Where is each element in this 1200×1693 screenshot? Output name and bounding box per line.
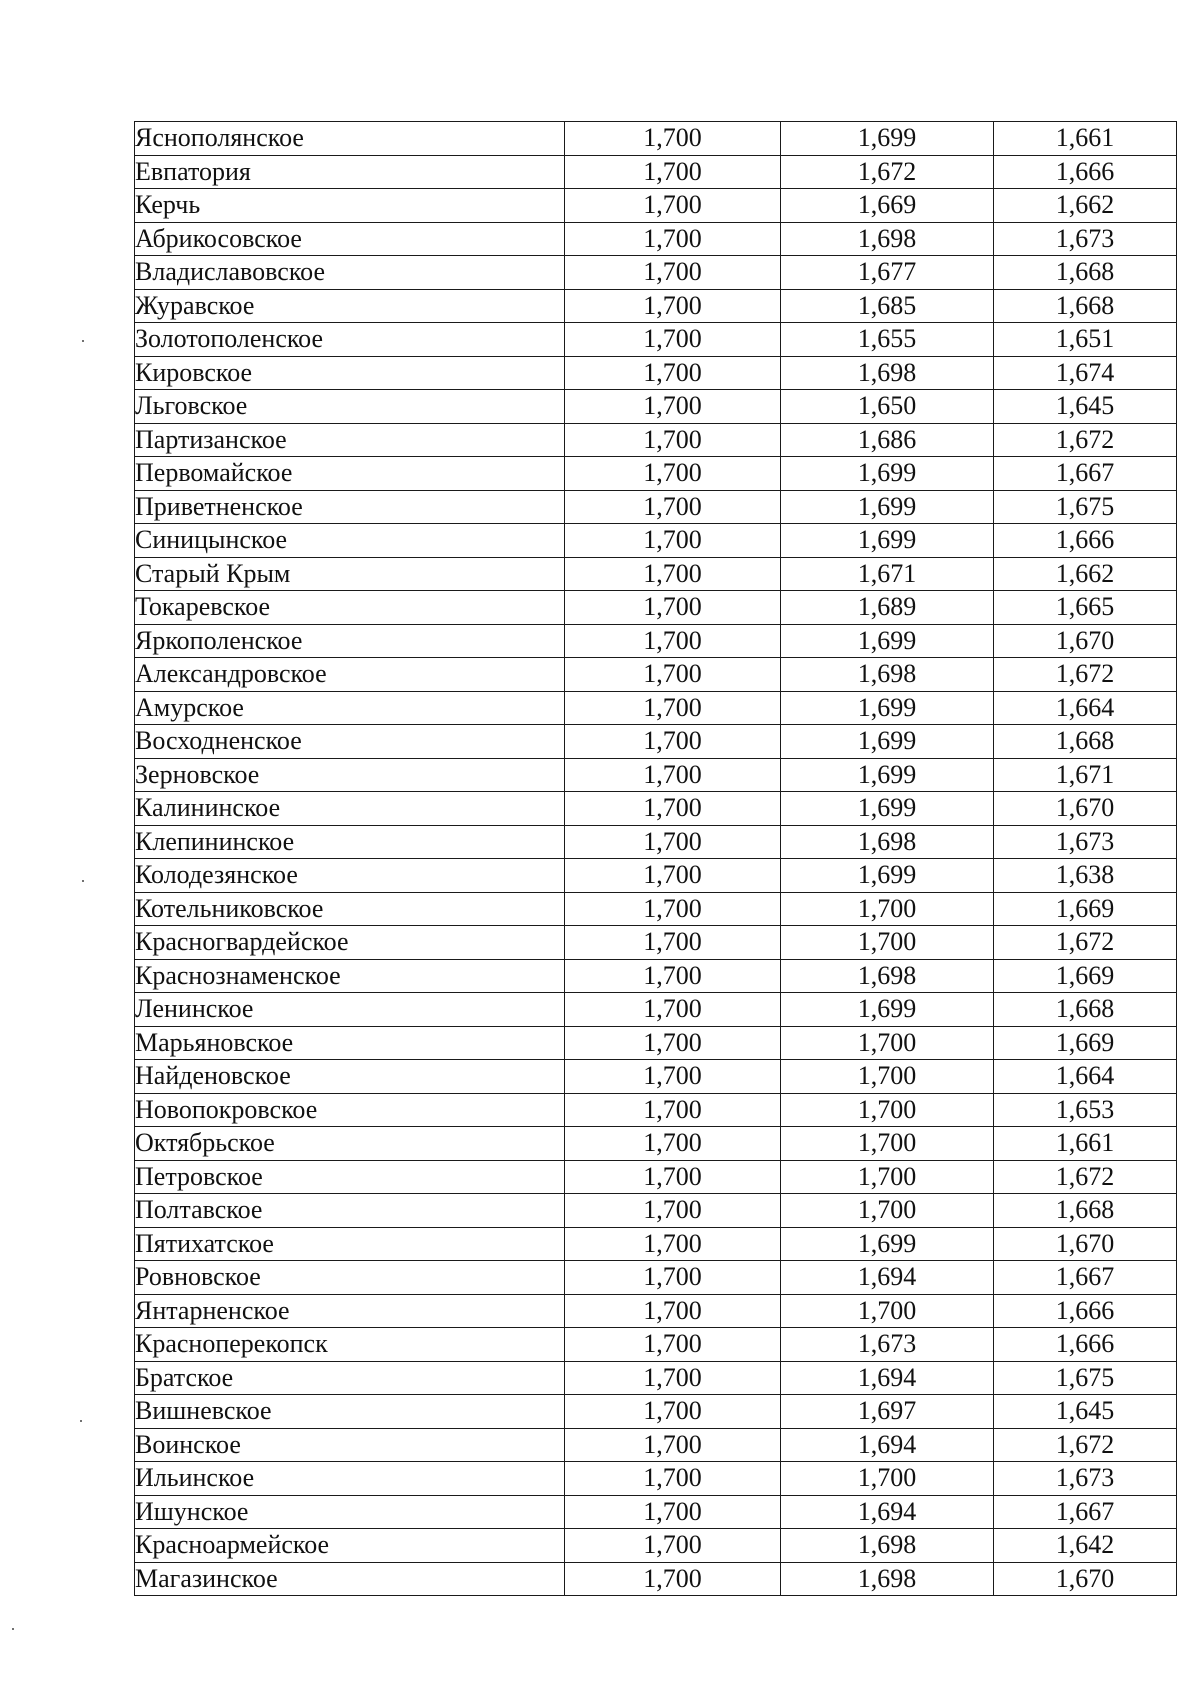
value-col-2-cell: 1,697 [781, 1395, 994, 1429]
value-col-1-cell: 1,700 [565, 490, 781, 524]
settlement-name-cell: Янтарненское [135, 1294, 565, 1328]
value-col-1-cell: 1,700 [565, 457, 781, 491]
value-col-3-cell: 1,673 [994, 222, 1177, 256]
value-col-1-cell: 1,700 [565, 1328, 781, 1362]
value-col-2-cell: 1,699 [781, 624, 994, 658]
value-col-3-cell: 1,666 [994, 1328, 1177, 1362]
value-col-3-cell: 1,653 [994, 1093, 1177, 1127]
table-row [135, 557, 1177, 591]
value-col-1-cell: 1,700 [565, 959, 781, 993]
value-col-3-cell: 1,668 [994, 993, 1177, 1027]
settlement-name-cell: Ровновское [135, 1261, 565, 1295]
settlement-name-cell: Калининское [135, 792, 565, 826]
data-table [134, 121, 1177, 1596]
value-col-3-cell: 1,651 [994, 323, 1177, 357]
table-row [135, 256, 1177, 290]
value-col-2-cell: 1,699 [781, 122, 994, 156]
settlement-name-cell: Золотополенское [135, 323, 565, 357]
value-col-3-cell: 1,674 [994, 356, 1177, 390]
table-row [135, 1194, 1177, 1228]
value-col-2-cell: 1,700 [781, 1093, 994, 1127]
value-col-1-cell: 1,700 [565, 189, 781, 223]
value-col-2-cell: 1,700 [781, 926, 994, 960]
settlement-name-cell: Александровское [135, 658, 565, 692]
value-col-3-cell: 1,669 [994, 1026, 1177, 1060]
settlement-name-cell: Братское [135, 1361, 565, 1395]
table-row [135, 1495, 1177, 1529]
value-col-1-cell: 1,700 [565, 1194, 781, 1228]
settlement-name-cell: Магазинское [135, 1562, 565, 1596]
value-col-2-cell: 1,694 [781, 1428, 994, 1462]
value-col-2-cell: 1,700 [781, 892, 994, 926]
table-row [135, 859, 1177, 893]
value-col-1-cell: 1,700 [565, 557, 781, 591]
table-row [135, 825, 1177, 859]
table-row [135, 1395, 1177, 1429]
settlement-name-cell: Краснознаменское [135, 959, 565, 993]
value-col-1-cell: 1,700 [565, 356, 781, 390]
value-col-3-cell: 1,638 [994, 859, 1177, 893]
table-row [135, 1562, 1177, 1596]
table-row [135, 289, 1177, 323]
value-col-3-cell: 1,675 [994, 1361, 1177, 1395]
value-col-2-cell: 1,700 [781, 1294, 994, 1328]
value-col-1-cell: 1,700 [565, 222, 781, 256]
table-row [135, 1026, 1177, 1060]
value-col-3-cell: 1,672 [994, 1160, 1177, 1194]
table-row [135, 591, 1177, 625]
value-col-2-cell: 1,700 [781, 1026, 994, 1060]
value-col-3-cell: 1,661 [994, 1127, 1177, 1161]
scan-speck [82, 340, 84, 342]
table-row [135, 691, 1177, 725]
value-col-1-cell: 1,700 [565, 691, 781, 725]
scan-speck [82, 880, 84, 882]
value-col-3-cell: 1,642 [994, 1529, 1177, 1563]
value-col-3-cell: 1,668 [994, 725, 1177, 759]
value-col-1-cell: 1,700 [565, 1361, 781, 1395]
table-row [135, 155, 1177, 189]
value-col-3-cell: 1,667 [994, 1261, 1177, 1295]
value-col-1-cell: 1,700 [565, 1495, 781, 1529]
value-col-1-cell: 1,700 [565, 1127, 781, 1161]
value-col-2-cell: 1,698 [781, 1529, 994, 1563]
table-row [135, 658, 1177, 692]
value-col-1-cell: 1,700 [565, 1026, 781, 1060]
table-row [135, 423, 1177, 457]
value-col-1-cell: 1,700 [565, 591, 781, 625]
table-row [135, 1328, 1177, 1362]
value-col-3-cell: 1,662 [994, 189, 1177, 223]
value-col-1-cell: 1,700 [565, 859, 781, 893]
table-row [135, 792, 1177, 826]
table-row [135, 1093, 1177, 1127]
table-row [135, 122, 1177, 156]
settlement-name-cell: Колодезянское [135, 859, 565, 893]
settlement-name-cell: Марьяновское [135, 1026, 565, 1060]
table-body [135, 122, 1177, 1596]
value-col-2-cell: 1,698 [781, 356, 994, 390]
settlement-name-cell: Котельниковское [135, 892, 565, 926]
settlement-name-cell: Яснополянское [135, 122, 565, 156]
value-col-3-cell: 1,645 [994, 1395, 1177, 1429]
value-col-3-cell: 1,672 [994, 658, 1177, 692]
value-col-3-cell: 1,672 [994, 423, 1177, 457]
value-col-1-cell: 1,700 [565, 524, 781, 558]
settlement-name-cell: Пятихатское [135, 1227, 565, 1261]
value-col-1-cell: 1,700 [565, 323, 781, 357]
table-row [135, 189, 1177, 223]
value-col-3-cell: 1,670 [994, 624, 1177, 658]
value-col-2-cell: 1,673 [781, 1328, 994, 1362]
value-col-3-cell: 1,665 [994, 591, 1177, 625]
value-col-3-cell: 1,667 [994, 457, 1177, 491]
settlement-name-cell: Старый Крым [135, 557, 565, 591]
settlement-name-cell: Воинское [135, 1428, 565, 1462]
table-row [135, 725, 1177, 759]
value-col-3-cell: 1,670 [994, 1562, 1177, 1596]
table-row [135, 390, 1177, 424]
value-col-3-cell: 1,673 [994, 1462, 1177, 1496]
settlement-name-cell: Найденовское [135, 1060, 565, 1094]
settlement-name-cell: Октябрьское [135, 1127, 565, 1161]
value-col-1-cell: 1,700 [565, 1093, 781, 1127]
value-col-3-cell: 1,661 [994, 122, 1177, 156]
value-col-1-cell: 1,700 [565, 423, 781, 457]
value-col-2-cell: 1,699 [781, 758, 994, 792]
table-row [135, 1261, 1177, 1295]
settlement-name-cell: Клепининское [135, 825, 565, 859]
settlement-name-cell: Партизанское [135, 423, 565, 457]
table-row [135, 758, 1177, 792]
value-col-2-cell: 1,698 [781, 825, 994, 859]
settlement-name-cell: Вишневское [135, 1395, 565, 1429]
value-col-3-cell: 1,671 [994, 758, 1177, 792]
value-col-2-cell: 1,650 [781, 390, 994, 424]
table-row [135, 1060, 1177, 1094]
value-col-1-cell: 1,700 [565, 1261, 781, 1295]
settlement-name-cell: Амурское [135, 691, 565, 725]
value-col-2-cell: 1,694 [781, 1361, 994, 1395]
value-col-1-cell: 1,700 [565, 1562, 781, 1596]
value-col-3-cell: 1,672 [994, 926, 1177, 960]
value-col-2-cell: 1,694 [781, 1495, 994, 1529]
table-row [135, 624, 1177, 658]
value-col-2-cell: 1,686 [781, 423, 994, 457]
scan-speck [80, 1420, 82, 1422]
value-col-2-cell: 1,699 [781, 859, 994, 893]
settlement-name-cell: Зерновское [135, 758, 565, 792]
value-col-1-cell: 1,700 [565, 289, 781, 323]
value-col-1-cell: 1,700 [565, 758, 781, 792]
value-col-3-cell: 1,669 [994, 892, 1177, 926]
settlement-name-cell: Синицынское [135, 524, 565, 558]
table-row [135, 356, 1177, 390]
table-row [135, 1294, 1177, 1328]
table-row [135, 1160, 1177, 1194]
value-col-1-cell: 1,700 [565, 1160, 781, 1194]
value-col-2-cell: 1,699 [781, 524, 994, 558]
scan-speck [12, 1628, 14, 1630]
value-col-2-cell: 1,699 [781, 490, 994, 524]
settlement-name-cell: Льговское [135, 390, 565, 424]
table-row [135, 1227, 1177, 1261]
value-col-3-cell: 1,645 [994, 390, 1177, 424]
value-col-2-cell: 1,698 [781, 1562, 994, 1596]
table-row [135, 1529, 1177, 1563]
value-col-2-cell: 1,698 [781, 959, 994, 993]
value-col-1-cell: 1,700 [565, 122, 781, 156]
value-col-2-cell: 1,699 [781, 1227, 994, 1261]
settlement-name-cell: Новопокровское [135, 1093, 565, 1127]
settlement-name-cell: Яркополенское [135, 624, 565, 658]
value-col-2-cell: 1,694 [781, 1261, 994, 1295]
value-col-3-cell: 1,670 [994, 1227, 1177, 1261]
value-col-2-cell: 1,698 [781, 658, 994, 692]
settlement-name-cell: Первомайское [135, 457, 565, 491]
value-col-1-cell: 1,700 [565, 1529, 781, 1563]
settlement-name-cell: Ишунское [135, 1495, 565, 1529]
settlement-name-cell: Ленинское [135, 993, 565, 1027]
value-col-3-cell: 1,673 [994, 825, 1177, 859]
value-col-1-cell: 1,700 [565, 792, 781, 826]
value-col-1-cell: 1,700 [565, 926, 781, 960]
value-col-3-cell: 1,667 [994, 1495, 1177, 1529]
value-col-2-cell: 1,700 [781, 1462, 994, 1496]
value-col-1-cell: 1,700 [565, 825, 781, 859]
value-col-1-cell: 1,700 [565, 725, 781, 759]
value-col-2-cell: 1,685 [781, 289, 994, 323]
value-col-1-cell: 1,700 [565, 1395, 781, 1429]
value-col-1-cell: 1,700 [565, 1060, 781, 1094]
value-col-2-cell: 1,699 [781, 993, 994, 1027]
value-col-2-cell: 1,698 [781, 222, 994, 256]
settlement-name-cell: Красногвардейское [135, 926, 565, 960]
value-col-3-cell: 1,668 [994, 1194, 1177, 1228]
value-col-3-cell: 1,669 [994, 959, 1177, 993]
table-row [135, 892, 1177, 926]
value-col-1-cell: 1,700 [565, 155, 781, 189]
value-col-2-cell: 1,700 [781, 1194, 994, 1228]
value-col-2-cell: 1,700 [781, 1160, 994, 1194]
settlement-name-cell: Евпатория [135, 155, 565, 189]
value-col-1-cell: 1,700 [565, 1227, 781, 1261]
value-col-1-cell: 1,700 [565, 892, 781, 926]
value-col-1-cell: 1,700 [565, 1462, 781, 1496]
value-col-3-cell: 1,666 [994, 155, 1177, 189]
value-col-3-cell: 1,675 [994, 490, 1177, 524]
table-row [135, 993, 1177, 1027]
value-col-2-cell: 1,671 [781, 557, 994, 591]
value-col-2-cell: 1,699 [781, 457, 994, 491]
settlement-name-cell: Журавское [135, 289, 565, 323]
value-col-3-cell: 1,664 [994, 1060, 1177, 1094]
value-col-3-cell: 1,672 [994, 1428, 1177, 1462]
value-col-1-cell: 1,700 [565, 658, 781, 692]
settlement-name-cell: Кировское [135, 356, 565, 390]
value-col-3-cell: 1,664 [994, 691, 1177, 725]
value-col-1-cell: 1,700 [565, 624, 781, 658]
settlement-name-cell: Абрикосовское [135, 222, 565, 256]
value-col-3-cell: 1,668 [994, 289, 1177, 323]
value-col-1-cell: 1,700 [565, 390, 781, 424]
table-row [135, 1127, 1177, 1161]
table-row [135, 524, 1177, 558]
value-col-1-cell: 1,700 [565, 1294, 781, 1328]
table-row [135, 457, 1177, 491]
settlement-name-cell: Красноармейское [135, 1529, 565, 1563]
value-col-3-cell: 1,666 [994, 1294, 1177, 1328]
table-row [135, 1361, 1177, 1395]
value-col-2-cell: 1,700 [781, 1127, 994, 1161]
settlement-name-cell: Красноперекопск [135, 1328, 565, 1362]
table-row [135, 959, 1177, 993]
value-col-1-cell: 1,700 [565, 993, 781, 1027]
value-col-1-cell: 1,700 [565, 256, 781, 290]
value-col-1-cell: 1,700 [565, 1428, 781, 1462]
table-row [135, 323, 1177, 357]
value-col-2-cell: 1,672 [781, 155, 994, 189]
value-col-2-cell: 1,699 [781, 725, 994, 759]
table-row [135, 1428, 1177, 1462]
value-col-2-cell: 1,677 [781, 256, 994, 290]
table-row [135, 222, 1177, 256]
settlement-name-cell: Владиславовское [135, 256, 565, 290]
value-col-2-cell: 1,700 [781, 1060, 994, 1094]
table-row [135, 1462, 1177, 1496]
value-col-3-cell: 1,662 [994, 557, 1177, 591]
value-col-2-cell: 1,699 [781, 792, 994, 826]
settlement-name-cell: Токаревское [135, 591, 565, 625]
value-col-3-cell: 1,670 [994, 792, 1177, 826]
value-col-2-cell: 1,699 [781, 691, 994, 725]
table-row [135, 926, 1177, 960]
settlement-name-cell: Полтавское [135, 1194, 565, 1228]
value-col-2-cell: 1,655 [781, 323, 994, 357]
settlement-name-cell: Керчь [135, 189, 565, 223]
settlement-name-cell: Петровское [135, 1160, 565, 1194]
settlement-name-cell: Ильинское [135, 1462, 565, 1496]
value-col-3-cell: 1,668 [994, 256, 1177, 290]
settlement-name-cell: Приветненское [135, 490, 565, 524]
value-col-2-cell: 1,669 [781, 189, 994, 223]
settlement-name-cell: Восходненское [135, 725, 565, 759]
value-col-3-cell: 1,666 [994, 524, 1177, 558]
value-col-2-cell: 1,689 [781, 591, 994, 625]
table-row [135, 490, 1177, 524]
